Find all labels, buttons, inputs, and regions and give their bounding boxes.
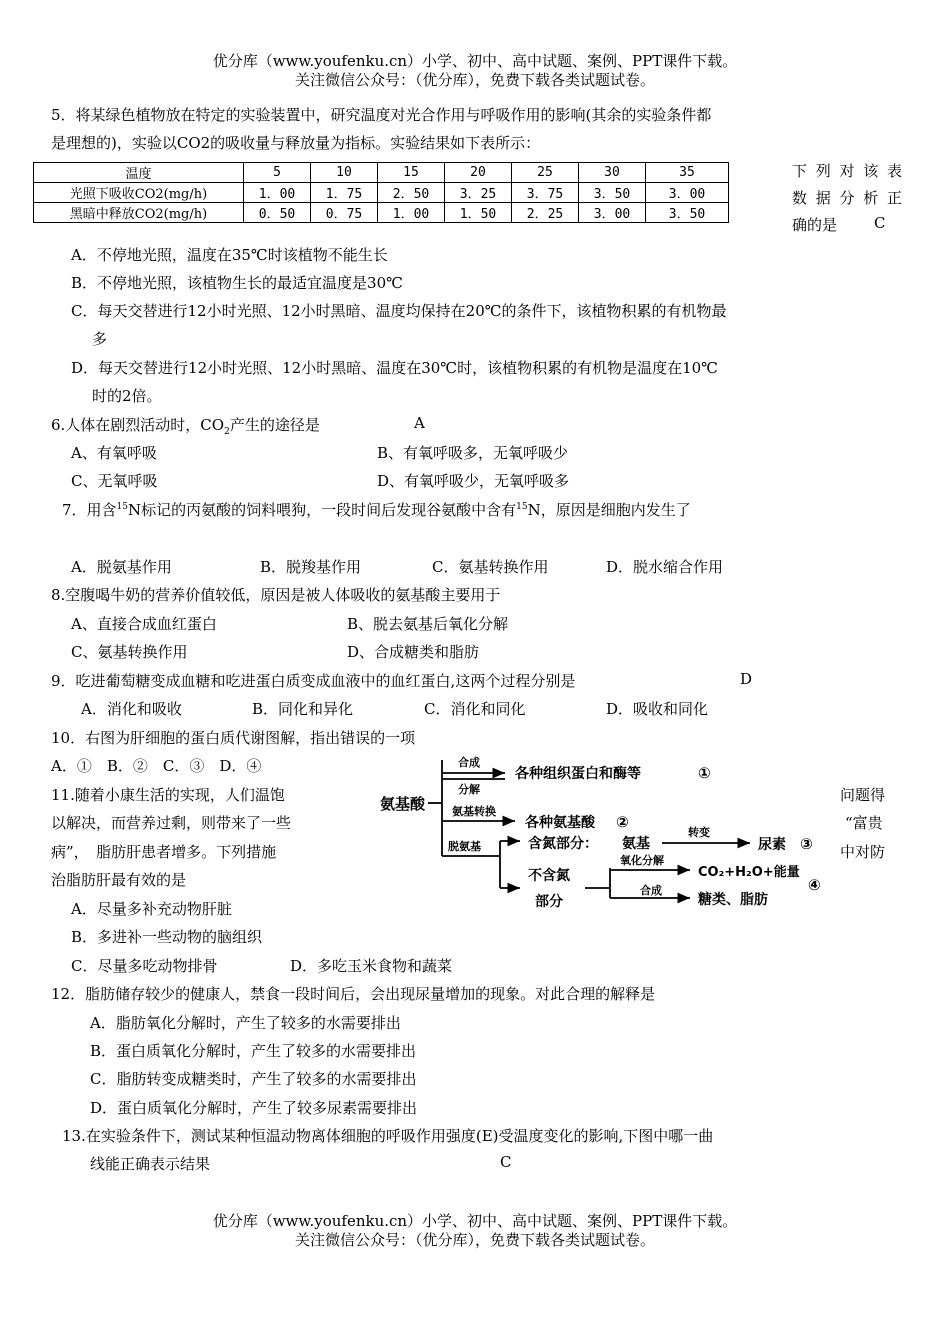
q9-option-d: D．吸收和同化 <box>606 700 709 718</box>
header-line-2: 关注微信公众号：（优分库），免费下载各类试题试卷。 <box>294 71 655 89</box>
diagram-all-amino-acids: 各种氨基酸 <box>525 815 595 831</box>
q6-answer: A <box>414 414 425 432</box>
q11-line-4: 治脂肪肝最有效的是 <box>51 871 187 889</box>
q5-side-line-2: 数据分析正 <box>792 189 902 207</box>
diagram-amino: 氨基 <box>622 836 650 852</box>
q12-option-b: B．蛋白质氧化分解时，产生了较多的水需要排出 <box>90 1042 417 1060</box>
table-cell: 1．75 <box>311 183 378 203</box>
diagram-sugars-fats: 糖类、脂肪 <box>698 892 768 908</box>
diagram-number-3: ③ <box>800 835 813 853</box>
q10-options: A．① B．② C．③ D．④ <box>51 757 262 775</box>
q9-option-b: B．同化和异化 <box>252 700 354 718</box>
table-cell: 25 <box>512 163 579 183</box>
table-cell: 3．50 <box>579 183 646 203</box>
q7-sup-2: 15 <box>516 502 528 512</box>
table-cell: 3．50 <box>646 203 729 223</box>
q5-answer: C <box>874 214 886 232</box>
q7-stem <box>62 499 691 520</box>
diagram-synth-label: 合成 <box>458 756 480 769</box>
table-row <box>34 183 729 203</box>
q6-option-d: D、有氧呼吸少，无氧呼吸多 <box>377 472 570 490</box>
table-cell: 温度 <box>34 163 244 183</box>
q11-line-1b: 问题得 <box>840 786 886 804</box>
table-cell: 20 <box>445 163 512 183</box>
q12-option-d: D．蛋白质氧化分解时，产生了较多尿素需要排出 <box>90 1099 418 1117</box>
q5-side-line-3: 确的是 <box>792 216 838 234</box>
q8-stem: 8.空腹喝牛奶的营养价值较低，原因是被人体吸收的氨基酸主要用于 <box>51 586 501 604</box>
q9-option-c: C．消化和同化 <box>424 700 526 718</box>
table-cell: 1．00 <box>378 203 445 223</box>
table-cell: 3．00 <box>579 203 646 223</box>
table-cell: 15 <box>378 163 445 183</box>
diagram-decomp-label: 分解 <box>458 783 480 796</box>
table-row <box>34 203 729 223</box>
diagram-n-part: 含氮部分： <box>528 836 598 852</box>
diagram-synth-label-2: 合成 <box>640 884 662 897</box>
q11-line-2a: 以解决，而营养过剩，则带来了一些 <box>51 814 292 832</box>
diagram-non-n-2: 部分 <box>535 894 563 910</box>
q5-option-d-line-2: 时的2倍。 <box>92 387 162 405</box>
q5-option-a: A．不停地光照，温度在35℃时该植物不能生长 <box>71 246 388 264</box>
q6-stem-sub: 2 <box>224 427 230 437</box>
diagram-number-2: ② <box>616 813 629 831</box>
q8-option-a: A、直接合成血红蛋白 <box>71 615 217 633</box>
diagram-proteins: 各种组织蛋白和酶等 <box>515 766 641 782</box>
q7-stem-post: N，原因是细胞内发生了 <box>527 501 691 519</box>
table-cell: 0．50 <box>244 203 311 223</box>
q11-option-a: A．尽量多补充动物肝脏 <box>71 900 232 918</box>
q6-stem-pre: 6.人体在剧烈活动时，CO <box>51 416 225 434</box>
q13-stem-line-1: 13.在实验条件下，测试某种恒温动物离体细胞的呼吸作用强度(E)受温度变化的影响,下图中哪一曲 <box>62 1127 714 1145</box>
q13-stem-line-2: 线能正确表示结果 <box>90 1155 211 1173</box>
table-cell: 3．00 <box>646 183 729 203</box>
q11-option-c: C．尽量多吃动物排骨 <box>71 957 218 975</box>
diagram-amino-acid: 氨基酸 <box>380 795 426 813</box>
diagram-number-1: ① <box>698 764 711 782</box>
q7-stem-pre: 7．用含 <box>62 501 117 519</box>
protein-metabolism-diagram <box>370 748 840 918</box>
q6-option-a: A、有氧呼吸 <box>71 444 157 462</box>
table-cell: 3．25 <box>445 183 512 203</box>
q5-option-d-line-1: D．每天交替进行12小时光照、12小时黑暗、温度在30℃时，该植物积累的有机物是温度在10℃ <box>71 359 718 377</box>
q5-data-table <box>33 162 729 223</box>
q12-stem: 12．脂肪储存较少的健康人，禁食一段时间后，会出现尿量增加的现象。对此合理的解释是 <box>51 985 656 1003</box>
table-cell: 1．00 <box>244 183 311 203</box>
q6-stem <box>51 414 320 437</box>
q8-option-d: D、合成糖类和脂肪 <box>347 643 480 661</box>
q7-option-d: D．脱水缩合作用 <box>606 558 724 576</box>
q12-option-a: A．脂肪氧化分解时，产生了较多的水需要排出 <box>90 1014 401 1032</box>
table-cell: 0．75 <box>311 203 378 223</box>
table-cell: 5 <box>244 163 311 183</box>
q13-answer: C <box>500 1153 512 1171</box>
header-line-1: 优分库（www.youfenku.cn）小学、初中、高中试题、案例、PPT课件下载。 <box>212 52 738 70</box>
q9-answer: D <box>740 670 753 688</box>
diagram-deamination-label: 脱氨基 <box>448 840 481 853</box>
q9-option-a: A．消化和吸收 <box>81 700 182 718</box>
diagram-convert-label: 转变 <box>688 826 710 839</box>
q8-option-b: B、脱去氨基后氧化分解 <box>347 615 509 633</box>
table-cell: 30 <box>579 163 646 183</box>
q11-line-1a: 11.随着小康生活的实现，人们温饱 <box>51 786 285 804</box>
q6-stem-post: 产生的途径是 <box>229 416 320 434</box>
q5-side-text <box>792 158 902 212</box>
q11-option-b: B．多进补一些动物的脑组织 <box>71 928 263 946</box>
table-cell: 黑暗中释放CO2(mg/h) <box>34 203 244 223</box>
q8-option-c: C、氨基转换作用 <box>71 643 188 661</box>
q6-option-b: B、有氧呼吸多，无氧呼吸少 <box>377 444 569 462</box>
q12-option-c: C．脂肪转变成糖类时，产生了较多的水需要排出 <box>90 1070 417 1088</box>
diagram-non-n-1: 不含氮 <box>528 868 570 884</box>
q7-option-c: C．氨基转换作用 <box>432 558 549 576</box>
q11-line-3a: 病”， 脂肪肝患者增多。下列措施 <box>51 843 277 861</box>
diagram-transamination-label: 氨基转换 <box>452 805 496 818</box>
table-cell: 10 <box>311 163 378 183</box>
q5-option-c-line-2: 多 <box>92 330 108 348</box>
table-cell: 1．50 <box>445 203 512 223</box>
table-cell: 光照下吸收CO2(mg/h) <box>34 183 244 203</box>
q5-stem-line-1: 5．将某绿色植物放在特定的实验装置中，研究温度对光合作用与呼吸作用的影响(其余的实验条件都 <box>51 106 712 124</box>
q7-sup-1: 15 <box>116 502 128 512</box>
q7-option-a: A．脱氨基作用 <box>71 558 172 576</box>
table-header-row <box>34 163 729 183</box>
q10-stem: 10．右图为肝细胞的蛋白质代谢图解，指出错误的一项 <box>51 729 416 747</box>
footer-line-2: 关注微信公众号：（优分库），免费下载各类试题试卷。 <box>294 1231 655 1249</box>
q5-side-line-1: 下列对该表 <box>792 162 902 180</box>
q7-stem-mid: N标记的丙氨酸的饲料喂狗，一段时间后发现谷氨酸中含有 <box>128 501 517 519</box>
table-cell: 3．75 <box>512 183 579 203</box>
diagram-urea: 尿素 <box>758 837 786 853</box>
q6-option-c: C、无氧呼吸 <box>71 472 158 490</box>
q11-line-2b: “富贵 <box>845 814 883 832</box>
table-cell: 35 <box>646 163 729 183</box>
diagram-number-4: ④ <box>808 876 821 894</box>
table-cell: 2．50 <box>378 183 445 203</box>
q11-option-d: D．多吃玉米食物和蔬菜 <box>290 957 453 975</box>
diagram-products: CO₂+H₂O+能量 <box>698 865 800 880</box>
q9-stem: 9．吃进葡萄糖变成血糖和吃进蛋白质变成血液中的血红蛋白,这两个过程分别是 <box>51 672 576 690</box>
footer-line-1: 优分库（www.youfenku.cn）小学、初中、高中试题、案例、PPT课件下载。 <box>212 1212 738 1230</box>
q5-option-b: B．不停地光照，该植物生长的最适宜温度是30℃ <box>71 274 403 292</box>
q5-option-c-line-1: C．每天交替进行12小时光照、12小时黑暗、温度均保持在20℃的条件下，该植物积累的有机物最 <box>71 302 727 320</box>
q5-stem-line-2: 是理想的)，实验以CO2的吸收量与释放量为指标。实验结果如下表所示： <box>51 134 541 152</box>
table-cell: 2．25 <box>512 203 579 223</box>
q7-option-b: B．脱羧基作用 <box>260 558 362 576</box>
diagram-oxidize-label: 氧化分解 <box>620 854 664 867</box>
q11-line-3b: 中对防 <box>840 843 886 861</box>
